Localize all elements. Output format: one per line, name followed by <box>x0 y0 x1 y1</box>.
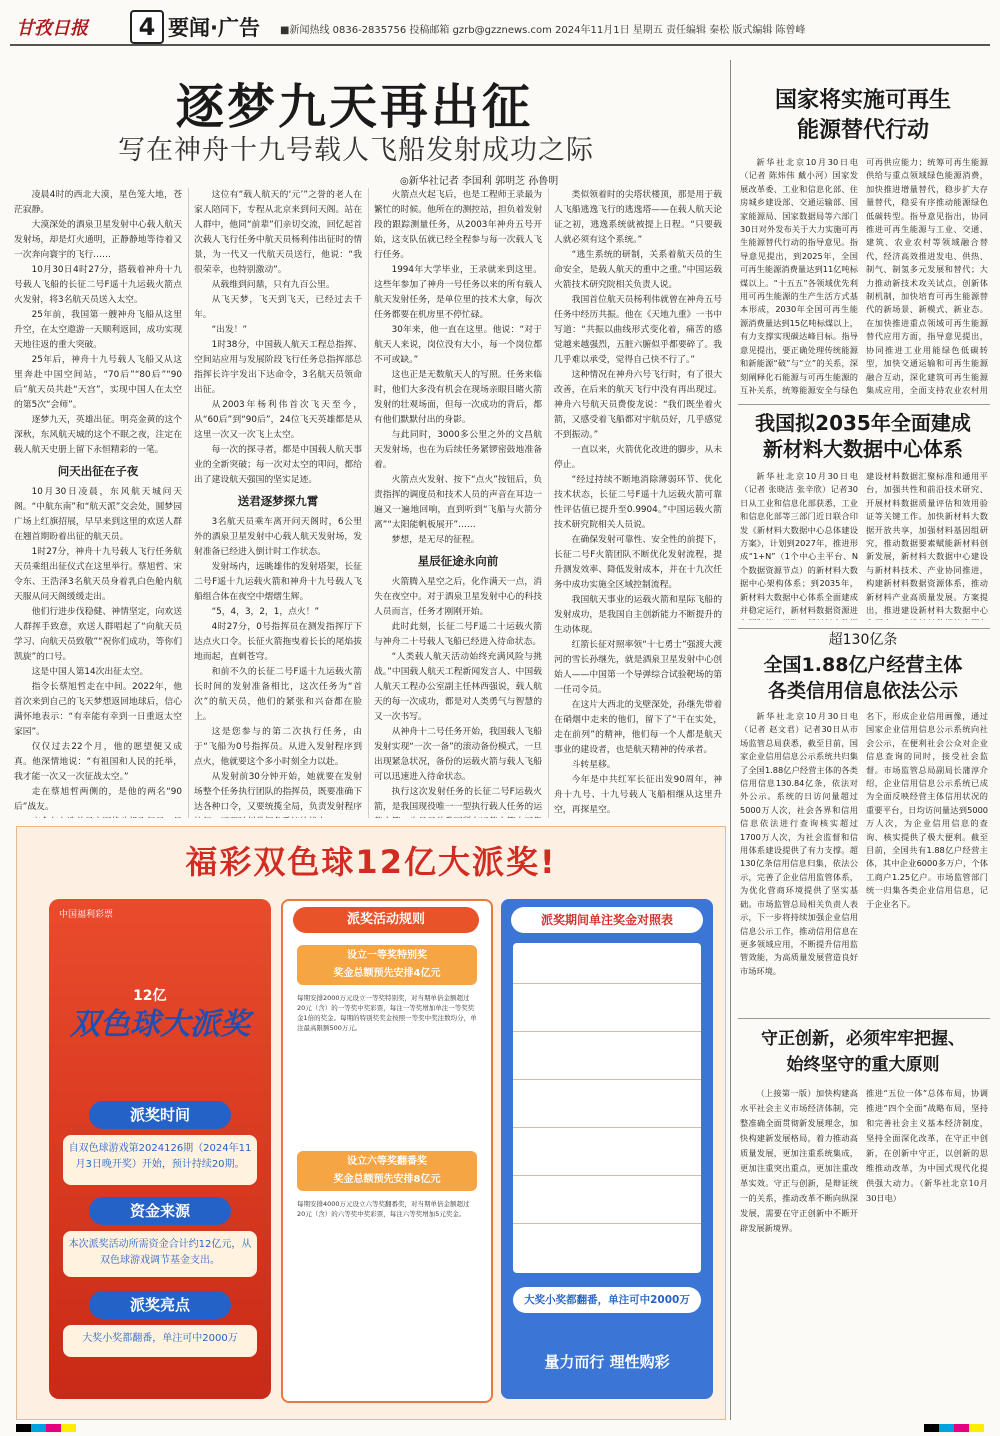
lead-column-1 <box>14 188 182 818</box>
article-paragraph: 从2003年杨利伟首次飞天至今，从“60后”到“90后”，24位飞天英雄都是从这里一次又一次飞上太空。 <box>194 400 362 440</box>
ad-prize-table-panel <box>501 899 713 1399</box>
article-paragraph: 火箭点火起飞后，也是工程师王录最为繁忙的时候。他所在的测控站，担负着发射段的跟踪测量任务，从2003年神舟五号开始，这支队伍就已经全程参与每一次载人飞行任务。 <box>374 190 542 260</box>
article-paragraph: 执行这次发射任务的长征二号F运载火箭，是我国现役唯一一型执行载人任务的运 <box>374 787 542 812</box>
article-paragraph: 梦想，是无尽的征程。 <box>391 535 480 545</box>
page-number: 4 <box>130 10 164 44</box>
article-materials-col2 <box>866 470 988 620</box>
title-line: 我国拟2035年全面建成 <box>755 411 971 435</box>
article-credit-col1 <box>740 710 858 1010</box>
article-paragraph: 发射场内，远眺雄伟的发射塔架，长征二号F遥十九运载火箭和神舟十九号载人飞船组合体在夜空中熠熠生辉。 <box>194 562 362 602</box>
article-text: 新华社北京10月30日电（记者 赵文君）记者30日从市场监管总局获悉，截至目前，国家企业信用信息公示系统共归集了全国1.88亿户经营主体的各类信用信息130.84亿条，依法对外公示。系统的日访问量超过5000万人次，社会各界和信用信息依法进行查询核实超过1700万人次，为社会监督和信用体系建设提供了有力支撑。超130亿条信用信息归集，依法公示，完善了企业信用监管体系，为优化营商环境提供了坚实基础。市场监管总局相关负责人表示，下一步将持续加强企业信用信息公示工作，推动信用信息在更多领域应用，不断提升信用监管效能，为高质量发展营造良好市场环境。 <box>740 711 858 976</box>
title-line: 国家将实施可再生 <box>774 88 951 113</box>
article-paragraph: 每一次的探寻者，都是中国载人航天事业的全新突破；每一次对太空的叩问，都给出了建设航天强国的坚实足迹。 <box>194 445 362 485</box>
article-materials-col1 <box>740 470 858 620</box>
ad-title: 福彩双色球12亿大派奖! <box>185 843 557 881</box>
title-line: 新材料大数据中心体系 <box>763 437 963 461</box>
article-paragraph: “出发！” <box>211 325 248 335</box>
article-paragraph: 25年前，我国第一艘神舟飞船从这里升空，在太空遨游一天顺利返回，成功实现天地往返的重大突破。 <box>14 310 182 350</box>
article-paragraph: 这种情况在神舟六号飞行时，有了很大改善，在后来的航天飞行中没有再出现过。神舟六号航天员费俊龙说：“我们既坐着火箭，又感受着飞船都对宇航员好，几乎感觉不到振动。” <box>554 370 722 440</box>
ad-rules-panel <box>281 899 493 1403</box>
lead-column-3 <box>374 188 542 818</box>
article-paragraph: 类似领着时的尖塔状楼顶，那是用于载人飞船逃逸飞行的逃逸塔——在载人航天论证之初，逃逸系统就被提上日程。“只要载人就必须有这个系统。” <box>554 190 722 245</box>
article-paragraph: “5，4，3，2，1，点火！” <box>211 607 320 617</box>
article-paragraph: 在确保发射可靠性、安全性的前提下，长征二号F火箭团队不断优化发射流程，提升测发效率、降低发射成本，并在十九次任务中成功实施全区域控制流程。 <box>554 535 722 590</box>
title-line: 守正创新，必须牢牢把握、 <box>761 1029 965 1049</box>
article-credit-col2 <box>866 710 988 1010</box>
article-principle-col2 <box>866 1086 988 1412</box>
article-principle-title <box>738 1026 988 1078</box>
article-paragraph: “经过持续不断地消除薄弱环节、优化技术状态，长征二号F遥十九运载火箭可靠性评估值已提升至0.9904。”中国运载火箭技术研究院相关人员说。 <box>554 475 722 530</box>
table-row-line <box>513 983 701 984</box>
article-paragraph: 与此同时，3000多公里之外的文昌航天发射场，也在为后续任务紧锣密鼓地准备着。 <box>374 430 542 470</box>
article-paragraph: 指令长蔡旭哲走在中间。2022年，他首次来到自己的飞天梦想返回地球后，信心满怀地表示：“有幸能有幸到一日重返太空家园”。 <box>14 682 182 737</box>
article-paragraph: 火箭点火发射、按下“点火”按钮后，负责指挥的调度员和技术人员的声音在耳边一遍又一遍地回响，直到听到“飞船与火箭分离”“太阳能帆板展开”…… <box>374 475 542 530</box>
article-paragraph: 30年来，他一直在这里。他说：“对于航天人来说，岗位没有大小，每一个岗位都不可或缺。” <box>374 325 542 365</box>
ad-left-panel <box>49 899 271 1399</box>
article-paragraph: 一直以来，火箭优化改进的脚步，从未停止。 <box>554 445 722 470</box>
article-divider <box>738 628 990 629</box>
ad-rule-first-text: 每期安排2000万元设立一等奖特别奖，对当期单倍金额超过20元（含）的一等奖中奖彩票，每注一等奖增加单注一等奖奖金1倍的奖金。每期的特别奖奖金按照一等奖中奖注数均分，单注最高限额500万元。 <box>297 994 477 1032</box>
lead-subheadline: 写在神舟十九号载人飞船发射成功之际 <box>118 135 594 166</box>
table-row-line <box>513 1223 701 1224</box>
table-row-line <box>513 1175 701 1176</box>
lead-col1-subhead: 问天出征在子夜 <box>57 464 139 478</box>
title-line: 始终坚守的重大原则 <box>786 1055 940 1075</box>
article-paragraph: 我国首位航天员杨利伟就曾在神舟五号任务中经历共振。他在《天地九重》一书中写道：“共振以曲线形式变化着，痛苦的感觉越来越强烈，五脏六腑似乎都要碎了。我几乎难以承受，觉得自己快不行了。” <box>554 295 722 365</box>
article-text: 推进“五位一体”总体布局，协调推进“四个全面”战略布局，坚持和完善社会主义基本经济制度，坚持全面深化改革，在守正中创新，在创新中守正，以创新的思维推动改革，为中国式现代化提供强大动力。（新华社北京10月30日电） <box>866 1088 988 1203</box>
ad-section-time-heading: 派奖时间 <box>89 1101 231 1129</box>
article-paragraph: 大漠深处的酒泉卫星发射中心载人航天发射场，却是灯火通明，正静静地等待着又一次奔向寰宇的飞行…… <box>14 220 182 260</box>
article-credit-title <box>738 652 988 704</box>
masthead <box>10 10 990 46</box>
title-line: 能源替代行动 <box>796 118 929 143</box>
article-paragraph: “人类载人航天活动始终充满风险与挑战。”中国载人航天工程新闻发言人、中国载人航天工程办公室副主任林西强说，载人航天的每一次成功，都是对人类勇气与智慧的又一次书写。 <box>374 652 542 722</box>
article-paragraph: 25年后，神舟十九号载人飞船又从这里奔赴中国空间站，“70后”“80后”“90后”航天员共赴“天宫”，实现中国人在太空的第5次“会师”。 <box>14 355 182 410</box>
article-paragraph: 从飞天梦，飞天到飞天，已经过去千年。 <box>194 295 362 320</box>
article-text: 新华社北京10月30日电（记者 张晓洁 张辛欣）记者30日从工业和信息化部获悉，工业和信息化部等三部门近日联合印发《新材料大数据中心总体建设方案》，计划到2027年，推进形成“1+N”（1个中心主平台、N个数据资源节点）的新材料大数据中心架构体系；到2035年，新材料大数据中心体系全面建成并稳定运行，新材料数据资源进 <box>740 471 858 616</box>
lead-byline: ◎新华社记者 李国利 郭明芝 孙鲁明 <box>400 176 559 187</box>
article-paragraph: 火箭腾入星空之后，化作满天一点，消失在夜空中。对于酒泉卫星发射中心的科技人员而言，任务才刚刚开始。 <box>374 577 542 617</box>
article-paragraph: 从神舟十二号任务开始，我国载人飞船发射实现“一次一备”的滚动备份模式，一旦出现紧急状况，备份的运载火箭与载人飞船可以迅速进入待命状态。 <box>374 727 542 782</box>
masthead-info: ■新闻热线 0836-2835756 投稿邮箱 gzrb@gzznews.com 2024年11月1日 星期五 责任编辑 秦松 版式编辑 陈曾峰 <box>280 25 806 36</box>
lead-headline: 逐梦九天再出征 <box>176 79 534 135</box>
article-paragraph: 今年是中共红军长征出发90周年，神舟十九号、十九号载人飞船相继从这里升空，再探星空。 <box>554 775 722 815</box>
ad-table-footer: 大奖小奖都翻番，单注可中2000万 <box>513 1287 701 1313</box>
article-materials-title <box>738 410 988 462</box>
ad-table-heading: 派奖期间单注奖金对照表 <box>511 907 703 933</box>
lottery-advertisement <box>16 826 726 1420</box>
prize-table <box>513 943 701 1273</box>
article-paragraph: 逐梦九天，英雄出征。明亮金黄的这个深秋，东风航天城的这个不眠之夜，注定在载人航天史册上留下永恒精彩的一笔。 <box>14 415 182 455</box>
ad-section-time-text: 自双色球游戏第2024126期（2024年11月3日晚开奖）开始，预计持续20期。 <box>63 1135 257 1185</box>
table-row-line <box>513 1079 701 1080</box>
lead-col3b-paras <box>374 575 542 818</box>
title-line: 全国1.88亿户经营主体 <box>763 654 963 676</box>
article-text: 可再供应能力；统筹可再生能源供给与重点领域绿色能源消费，加快推进增量替代，稳步扩大存量替代，稳妥有序推动能源绿色低碳转型。指导意见指出，协同推进可再生能源与工业、交通、建筑、农业农村等领域融合替代，经济高效推进发电、供热、制气、制氢多元发展和替代；大力推动新技术攻关试点，创新体制机制，加快培育可再生能源替代的新场景、新模式、新业态。在加快推进重点领域可再生能源替代应用方面，指导意见提出，协同推进工业用能绿色低碳转型，加快交通运输和可再生能源融合互动，深化建筑可再生能源集成应用，全面支持农业农村用 <box>866 157 988 395</box>
article-renewable-title <box>738 86 988 146</box>
table-row-line <box>513 1031 701 1032</box>
article-paragraph: 仅仅过去22个月，他的愿望便又成真。他深情地说：“有祖国和人民的托举，我才能一次又一次征战太空。” <box>14 742 182 782</box>
right-rail-divider <box>730 60 731 1420</box>
column-divider <box>548 188 549 818</box>
article-paragraph: 这位有“载人航天的‘元’”之誉的老人在家人陪同下，专程从北京来到问天阁。站在人群中，他同“前辈”们亲切交流，回忆起首次载人飞行任务中航天员杨利伟出征时的情景，为一代又一代航天员送行，他说：“我很荣幸，也特别激动”。 <box>194 190 362 275</box>
ad-rule-sixth-prize: 设立六等奖翻番奖 奖金总额预先安排8亿元 <box>297 1151 477 1191</box>
lead-col3-subhead: 星辰征途永向前 <box>417 554 499 568</box>
article-paragraph: 1994年大学毕业，王录就来到这里。这些年参加了神舟一号任务以来的所有载人航天发射任务，是单位里的技术大拿，每次任务都要在机房里不停忙碌。 <box>374 265 542 320</box>
ad-rule-sixth-text: 每期安排4000万元设立六等奖翻番奖，对当期单倍金额超过20元（含）的六等奖中奖彩票，每注六等奖增加5元奖金。 <box>297 1200 470 1218</box>
article-paragraph: “逃生系统的研制，关系着航天员的生命安全，是载人航天的重中之重。”中国运载火箭技术研究院相关负责人说。 <box>554 250 722 290</box>
article-text: 名下，形成企业信用画像，通过国家企业信用信息公示系统向社会公示，在便利社会公众对企业信息查询的同时，接受社会监督。市场监管总局副局长蒲淳介绍，企业信用信息公示系统已成为全面反映经营主体信用状况的重要平台，日均访问量达到5000万人次，为企业信用信息的查询、核实提供了极大便利。截至目前，全国共有1.88亿户经营主体，其中企业6000多万户，个体工商户1.25亿户。市场监管部门统一归集各类企业信用信息，记于企业名下。 <box>866 711 988 909</box>
lead-col1-paras <box>14 188 182 458</box>
ad-section-highlight-heading: 派奖亮点 <box>89 1291 231 1319</box>
ad-section-highlight-text: 大奖小奖都翻番，单注可中2000万 <box>63 1325 257 1357</box>
article-text: 建设材料数据汇聚标准和通用平台，加强共性和前沿技术研究、开展材料数据质量评估和效用验证等关键工作。加快新材料大数据开放共享，加强材料基因组研究，推动数据要素赋能新材料创新发展，新材料大数据中心建设与新材料技术、产业协同推进，构建新材料数据资源体系，推动新材料产业高质量发展。方案提出，推进建设新材料大数据中心 <box>866 471 988 616</box>
column-divider <box>368 188 369 818</box>
article-paragraph: 这是中国人第14次出征太空。 <box>31 667 149 677</box>
article-paragraph <box>14 815 182 818</box>
article-paragraph: 这是您参与的第二次执行任务，由于“飞船为0号指挥员。从进入发射程序到点火，他就要这个多小时刻全力以赴。 <box>194 727 362 767</box>
lead-col2-subhead: 送君逐梦探九霄 <box>237 494 319 508</box>
article-paragraph: 10月30日4时27分，搭载着神舟十九号载人飞船的长征二号F遥十九运载火箭点火发射，将3名航天员送入太空。 <box>14 265 182 305</box>
article-paragraph: 和前不久的长征二号F遥十九运载火箭长时间的发射准备相比，这次任务为“首次”的航天员，他们的紧张和兴奋都在脸上。 <box>194 667 362 722</box>
table-row-line <box>513 1127 701 1128</box>
section-title: 要闻·广告 <box>168 16 260 40</box>
article-principle-col1 <box>740 1086 858 1412</box>
article-paragraph: 1时38分，中国载人航天工程总指挥、空间站应用与发展阶段飞行任务总指挥部总指挥长许宇发出下达命令，3名航天员领命出征。 <box>194 340 362 395</box>
lead-col2-paras <box>194 188 362 488</box>
article-text: （上接第一版）加快构建高水平社会主义市场经济体制，完整准确全面贯彻新发展理念，加快构建新发展格局，着力推动高质量发展，更加注重系统集成，更加注重突出重点，更加注重改革实效。守正与创新，是辩证统一的关系，推动改革不断向纵深发展，需要在守正创新中不断开辟发展新境界。 <box>740 1088 858 1233</box>
column-divider <box>188 188 189 818</box>
lead-col2b-paras <box>194 515 362 818</box>
color-registration-bar <box>0 1422 1000 1436</box>
article-paragraph: 斗转星移。 <box>571 760 616 770</box>
article-credit-kicker: 超130亿条 <box>828 632 898 648</box>
article-paragraph: 走在蔡旭哲两侧的，是他的两名“90后”战友。 <box>14 787 182 812</box>
article-paragraph: 在这片大西北的戈壁深处，孙继先带着在硝烟中走来的他们，留下了“干在实处，走在前列”的精神，他们每一个人都是航天事业的建设者，也是航天精神的传承者。 <box>554 700 722 755</box>
article-paragraph: 红箭长征对照率领“十七勇士”强渡大渡河的雪长孙继先，就是酒泉卫星发射中心创始人——中国第一个导弹综合试验靶场的第一任司令员。 <box>554 640 722 695</box>
article-paragraph: 1时27分，神舟十九号载人飞行任务航天员乘组出征仪式在这里举行。蔡旭哲、宋令东、王浩泽3名航天员身着乳白色舱内航天服从问天阁缓缓走出。 <box>14 547 182 602</box>
newspaper-logo: 甘孜日报 <box>16 18 88 39</box>
article-text: 新华社北京10月30日电（记者 陈炜伟 戴小河）国家发展改革委、工业和信息化部、住房城乡建设部、交通运输部、国家能源局、国家数据局等六部门30日对外发布关于大力实施可再生能源替代行动的指导意见。指导意见提出，到2025年，全国可再生能源消费量达到11亿吨标煤以上。“十五五”各领域优先利用可再生能源的生产生活方式基本形成，2030年全国可再生能源消费量达到15亿吨标煤以上，有力支撑实现碳达峰目标。指导意见提出，要正确处理传统能源和新能源“破”与“立”的关系，深刻阐释化石能源与可再生能源的互补关系，统筹能源安全与绿色 <box>740 157 858 395</box>
lead-column-2 <box>194 188 362 818</box>
ad-slogan: 量力而行 理性购彩 <box>544 1353 670 1371</box>
lead-col1b-paras <box>14 485 182 818</box>
welfare-lottery-logo: 中国福利彩票 <box>59 910 114 920</box>
ad-rule-first-prize: 设立一等奖特别奖 奖金总额预先安排4亿元 <box>297 945 477 985</box>
article-paragraph: 从载维到问鼎，只有九百公里。 <box>211 280 335 290</box>
lead-column-4 <box>554 188 722 818</box>
article-divider <box>738 1018 990 1019</box>
ad-amount: 12亿 <box>133 988 167 1004</box>
article-divider <box>738 404 990 405</box>
lead-col4-paras <box>554 188 722 818</box>
article-paragraph: 3名航天员乘车离开问天阁时，6公里外的酒泉卫星发射中心载人航天发射场，发射准备已经进入倒计时工作状态。 <box>194 517 362 557</box>
article-paragraph: 凌晨4时的西北大漠，星色笼大地，苍茫寂静。 <box>14 190 182 215</box>
article-paragraph: 从发射前30分钟开始，她就要在发射场整个任务执行团队的指挥员，既要准确下达各种口令，又要统揽全局，负责发射程序 <box>194 772 362 812</box>
ad-section-fund-heading: 资金来源 <box>89 1197 231 1225</box>
title-line: 各类信用信息依法公示 <box>767 680 958 702</box>
article-paragraph: 此时此刻，长征二号F遥二十运载火箭与神舟二十号载人飞船已经进入待命状态。 <box>374 622 542 647</box>
article-renewable-col2 <box>866 156 988 396</box>
ad-big-title: 双色球大派奖 <box>70 1007 250 1042</box>
ad-rules-heading: 派奖活动规则 <box>293 907 479 933</box>
article-paragraph: 他们行进步伐稳健、神情坚定，向欢送人群挥手致意，欢送人群唱起了“向航天员学习、向航天员致敬”“祝你们成功，等你们凯旋”的口号。 <box>14 607 182 662</box>
lead-col3-paras <box>374 188 542 548</box>
article-paragraph: 这也正是无数航天人的写照。任务来临时，他们大多没有机会在现场亲眼目睹火箭发射的壮观场面，但每一次成功的背后，都有他们默默付出的身影。 <box>374 370 542 425</box>
article-paragraph: 我国航天事业的运载火箭和星际飞船的发射成功，是我国自主创新能力不断提升的生动体现。 <box>554 595 722 635</box>
article-paragraph: 10月30日凌晨，东风航天城问天阁。“中航东南”和“航天派”交会处，圆梦园广场上红旗招展，早早来到这里的欢送人群在翘首期盼着出征的航天员。 <box>14 487 182 542</box>
ad-section-fund-text: 本次派奖活动所需资金合计约12亿元，从双色球游戏调节基金支出。 <box>63 1231 257 1277</box>
article-renewable-col1 <box>740 156 858 396</box>
article-paragraph: 4时27分，0号指挥员在测发指挥厅下达点火口令。长征火箭拖曳着长长的尾焰拔地而起，直刺苍穹。 <box>194 622 362 662</box>
